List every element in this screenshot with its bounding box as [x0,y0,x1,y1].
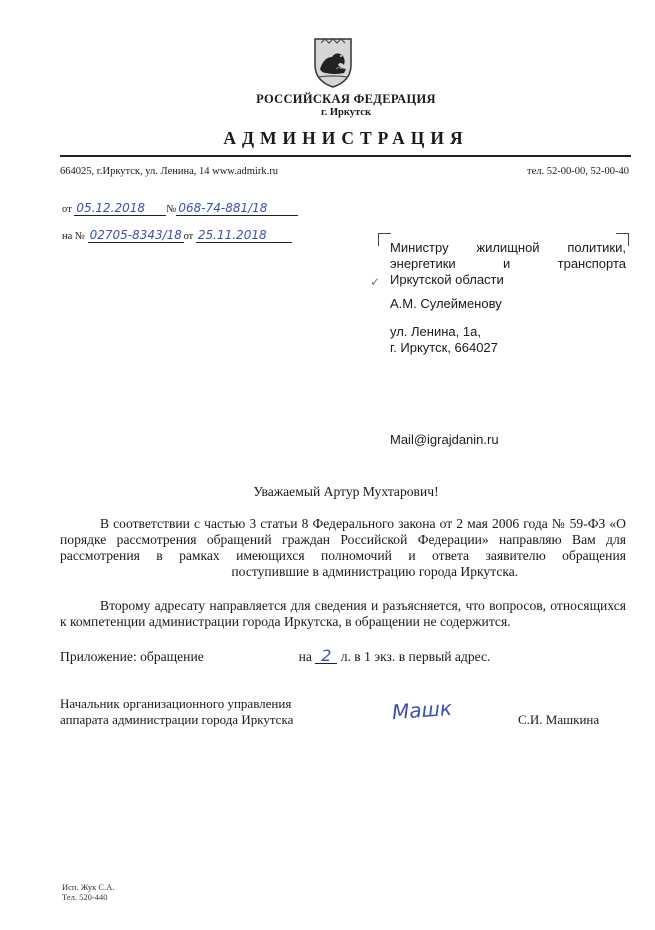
footer-executor [62,882,114,902]
city-heading: г. Иркутск [321,107,371,118]
check-mark: ✓ [370,275,381,289]
reference-date: 25.11.2018 [196,229,292,243]
executor-name: Исп. Жук С.А. [62,882,115,892]
outgoing-date: 05.12.2018 [74,202,166,216]
position-line2: аппарата администрации города Иркутска [60,712,294,727]
outgoing-number: 068-74-881/18 [176,202,298,216]
country-heading: РОССИЙСКАЯ ФЕДЕРАЦИЯ [256,92,436,106]
signatory-position [60,696,293,728]
recipient-org-line3: Иркутской области [390,272,504,287]
outgoing-registration [62,202,298,216]
redacted-block [374,368,624,428]
handwritten-signature: Машк [391,695,453,725]
signatory-name: С.И. Машкина [518,712,600,727]
ref-label: на № [62,231,85,242]
redacted-applicant [60,564,228,580]
sender-address: 664025, г.Иркутск, ул. Ленина, 14 www.admirk.ru [60,166,278,177]
from-label: от [62,204,72,215]
sender-phone: тел. 52-00-00, 52-00-40 [527,166,629,177]
incoming-reference [62,229,292,243]
recipient-email: Mail@igrajdanin.ru [390,432,499,447]
attachment-label: Приложение: обращение [60,649,204,664]
attachment-pages: 2 [315,648,337,664]
recipient-street: ул. Ленина, 1а, [390,324,481,339]
recipient-org-line1: Министру жилищной политики, [390,240,626,255]
attachment-rest: л. в 1 экз. в первый адрес. [340,649,491,664]
attachment-on: на [298,649,312,664]
header-divider [60,155,631,157]
attachment-line [60,648,626,665]
reference-number: 02705-8343/18 [89,228,182,242]
administration-title: АДМИНИСТРАЦИЯ [223,128,469,148]
recipient-block [390,240,626,356]
paragraph-1-text-a: В соответствии с частью 3 статьи 8 Федерального закона от 2 мая 2006 года № 59-ФЗ «О порядке рассмотрения обращений граждан Российской Федерации» направляю Вам для рассмотрения в рамках имеющихся полномочий и ответа заявителю обращения [60,516,626,563]
recipient-name: А.М. Сулейменову [390,296,502,311]
paragraph-2-text: Второму адресату направляется для сведения и разъясняется, что вопросов, относящихся к компетенции администрации города Иркутска, в обращении не содержится. [60,598,626,629]
recipient-org-line2: энергетики и транспорта [390,256,626,271]
position-line1: Начальник организационного управления [60,696,292,711]
paragraph-1-text-b: поступившие в администрацию города Иркутска. [231,564,519,579]
number-label: № [166,204,177,215]
irkutsk-coat-of-arms-emblem [312,35,354,89]
paragraph-2 [60,598,626,630]
salutation: Уважаемый Артур Мухтарович! [253,484,439,499]
ref-date-label: от [183,231,194,242]
paragraph-1 [60,516,626,580]
executor-phone: Тел. 520-440 [62,892,108,902]
redacted-attachment [207,649,295,665]
recipient-city: г. Иркутск, 664027 [390,340,498,355]
